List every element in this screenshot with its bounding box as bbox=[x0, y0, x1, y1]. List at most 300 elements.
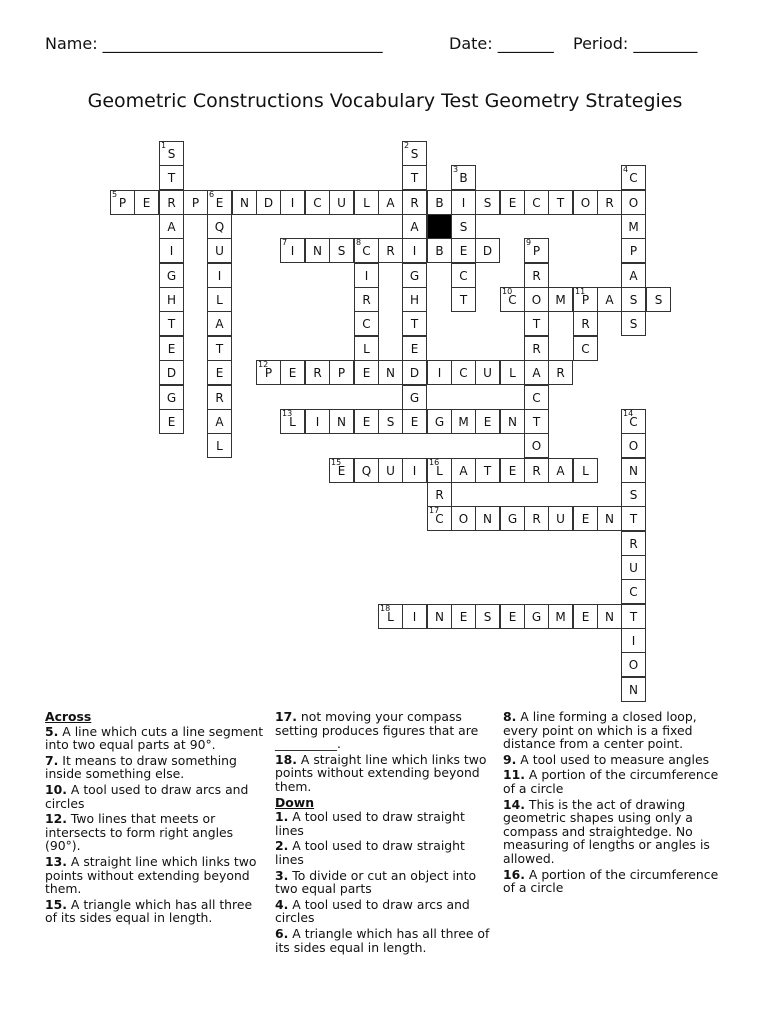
cell-letter: N bbox=[483, 512, 492, 526]
grid-cell[interactable] bbox=[548, 360, 573, 385]
cell-letter: A bbox=[215, 415, 224, 429]
clue-across-5: 5. A line which cuts a line segment into two equal parts at 90°. bbox=[45, 723, 264, 753]
cell-letter: A bbox=[605, 293, 614, 307]
cell-letter: R bbox=[362, 293, 371, 307]
grid-cell[interactable] bbox=[402, 165, 427, 190]
cell-letter: C bbox=[629, 415, 638, 429]
cell-letter: I bbox=[631, 634, 636, 648]
grid-cell[interactable] bbox=[183, 190, 208, 215]
grid-cell[interactable] bbox=[354, 263, 379, 288]
grid-cell[interactable] bbox=[475, 604, 500, 629]
grid-cell[interactable] bbox=[329, 238, 354, 263]
cell-letter: R bbox=[167, 196, 176, 210]
clue-across-15: 15. A triangle which has all three of its sides equal in length. bbox=[45, 896, 253, 926]
cell-number: 10 bbox=[502, 287, 513, 296]
clue-column-2 bbox=[275, 710, 497, 956]
cell-number: 3 bbox=[453, 165, 459, 174]
cell-letter: O bbox=[580, 196, 591, 210]
cell-letter: N bbox=[605, 610, 614, 624]
cell-letter: D bbox=[166, 366, 177, 380]
grid-cell[interactable] bbox=[256, 190, 281, 215]
cell-letter: T bbox=[167, 317, 176, 331]
grid-cell[interactable] bbox=[159, 238, 184, 263]
cell-letter: E bbox=[483, 415, 492, 429]
cell-letter: T bbox=[556, 196, 565, 210]
grid-cell[interactable] bbox=[256, 360, 281, 385]
grid-cell[interactable] bbox=[207, 263, 232, 288]
grid-cell[interactable] bbox=[621, 555, 646, 580]
cell-letter: E bbox=[581, 610, 590, 624]
cell-letter: O bbox=[628, 439, 639, 453]
grid-cell[interactable] bbox=[524, 360, 549, 385]
grid-cell[interactable] bbox=[159, 409, 184, 434]
clue-across-18: 18. A straight line which links two points without extending beyond them. bbox=[275, 751, 487, 794]
cell-letter: N bbox=[313, 244, 322, 258]
grid-cell[interactable] bbox=[500, 190, 525, 215]
grid-cell[interactable] bbox=[524, 433, 549, 458]
grid-cell[interactable] bbox=[329, 190, 354, 215]
cell-letter: N bbox=[508, 415, 517, 429]
cell-number: 8 bbox=[356, 238, 362, 247]
cell-letter: E bbox=[142, 196, 151, 210]
cell-number: 16 bbox=[429, 458, 440, 467]
grid-cell[interactable] bbox=[548, 604, 573, 629]
cell-letter: S bbox=[337, 244, 346, 258]
grid-cell[interactable] bbox=[402, 336, 427, 361]
cell-letter: I bbox=[461, 196, 466, 210]
grid-cell[interactable] bbox=[524, 385, 549, 410]
cell-letter: Q bbox=[214, 220, 225, 234]
grid-cell[interactable] bbox=[475, 190, 500, 215]
grid-cell[interactable] bbox=[354, 360, 379, 385]
clue-across-10: 10. A tool used to draw arcs and circles bbox=[45, 781, 249, 811]
grid-cell[interactable] bbox=[402, 311, 427, 336]
grid-cell[interactable] bbox=[524, 287, 549, 312]
grid-cell[interactable] bbox=[621, 409, 646, 434]
grid-cell[interactable] bbox=[475, 360, 500, 385]
cell-letter: U bbox=[483, 366, 492, 380]
cell-letter: S bbox=[483, 610, 492, 624]
grid-cell[interactable] bbox=[232, 190, 257, 215]
grid-cell[interactable] bbox=[475, 458, 500, 483]
cell-letter: R bbox=[532, 269, 541, 283]
cell-letter: E bbox=[459, 244, 468, 258]
grid-cell[interactable] bbox=[621, 458, 646, 483]
grid-cell[interactable] bbox=[402, 190, 427, 215]
clue-column-1 bbox=[45, 710, 267, 927]
grid-cell[interactable] bbox=[402, 458, 427, 483]
grid-cell[interactable] bbox=[354, 409, 379, 434]
grid-cell[interactable] bbox=[621, 165, 646, 190]
grid-cell[interactable] bbox=[524, 604, 549, 629]
cell-number: 12 bbox=[258, 360, 269, 369]
cell-letter: P bbox=[191, 196, 200, 210]
cell-letter: R bbox=[386, 244, 395, 258]
grid-cell[interactable] bbox=[451, 165, 476, 190]
clue-down-8: 8. A line forming a closed loop, every point on which is a fixed distance from a center point. bbox=[503, 709, 697, 752]
cell-letter: E bbox=[337, 464, 346, 478]
grid-cell[interactable] bbox=[159, 385, 184, 410]
grid-cell[interactable] bbox=[500, 287, 525, 312]
grid-cell[interactable] bbox=[378, 458, 403, 483]
grid-cell[interactable] bbox=[524, 409, 549, 434]
cell-letter: C bbox=[581, 342, 590, 356]
grid-cell[interactable] bbox=[207, 360, 232, 385]
grid-cell[interactable] bbox=[207, 190, 232, 215]
cell-letter: D bbox=[409, 366, 420, 380]
clue-down-16: 16. A portion of the circumference of a circle bbox=[503, 866, 719, 896]
grid-cell[interactable] bbox=[500, 360, 525, 385]
grid-cell[interactable] bbox=[451, 190, 476, 215]
grid-cell[interactable] bbox=[329, 409, 354, 434]
grid-cell[interactable] bbox=[329, 458, 354, 483]
grid-cell[interactable] bbox=[597, 506, 622, 531]
cell-letter: R bbox=[532, 342, 541, 356]
grid-cell[interactable] bbox=[207, 385, 232, 410]
grid-cell[interactable] bbox=[159, 336, 184, 361]
grid-cell[interactable] bbox=[548, 506, 573, 531]
cell-letter: S bbox=[654, 293, 663, 307]
across-heading: Across bbox=[45, 709, 92, 724]
grid-cell[interactable] bbox=[402, 604, 427, 629]
period-field[interactable]: Period: ________ bbox=[573, 34, 698, 53]
cell-letter: C bbox=[459, 269, 468, 283]
grid-cell[interactable] bbox=[573, 311, 598, 336]
grid-cell[interactable] bbox=[159, 311, 184, 336]
cell-letter: E bbox=[215, 366, 224, 380]
grid-cell[interactable] bbox=[207, 336, 232, 361]
cell-letter: M bbox=[555, 610, 566, 624]
cell-letter: T bbox=[532, 317, 541, 331]
grid-cell[interactable] bbox=[621, 311, 646, 336]
grid-cell[interactable] bbox=[524, 458, 549, 483]
grid-cell[interactable] bbox=[427, 409, 452, 434]
clue-down-14: 14. This is the act of drawing geometric shapes using only a compass and straightedge. No measuring of lengths or angles is allowed. bbox=[503, 796, 710, 866]
grid-cell[interactable] bbox=[621, 604, 646, 629]
cell-letter: L bbox=[289, 415, 296, 429]
grid-cell[interactable] bbox=[475, 506, 500, 531]
cell-letter: C bbox=[629, 171, 638, 185]
cell-letter: A bbox=[459, 464, 468, 478]
cell-letter: L bbox=[509, 366, 516, 380]
date-field[interactable]: Date: _______ bbox=[449, 34, 554, 53]
grid-cell[interactable] bbox=[427, 604, 452, 629]
grid-cell[interactable] bbox=[621, 628, 646, 653]
grid-cell[interactable] bbox=[524, 238, 549, 263]
grid-cell[interactable] bbox=[402, 238, 427, 263]
cell-letter: S bbox=[167, 147, 176, 161]
cell-letter: G bbox=[409, 269, 420, 283]
cell-letter: T bbox=[459, 293, 468, 307]
grid-cell[interactable] bbox=[402, 287, 427, 312]
grid-cell[interactable] bbox=[378, 238, 403, 263]
grid-cell[interactable] bbox=[354, 311, 379, 336]
grid-cell[interactable] bbox=[159, 360, 184, 385]
grid-cell[interactable] bbox=[524, 311, 549, 336]
grid-cell[interactable] bbox=[646, 287, 671, 312]
grid-cell[interactable] bbox=[305, 409, 330, 434]
cell-letter: R bbox=[532, 512, 541, 526]
cell-letter: C bbox=[362, 317, 371, 331]
cell-letter: U bbox=[386, 464, 395, 478]
grid-cell[interactable] bbox=[597, 190, 622, 215]
cell-letter: B bbox=[435, 196, 444, 210]
grid-cell[interactable] bbox=[207, 311, 232, 336]
cell-letter: I bbox=[412, 610, 417, 624]
grid-cell[interactable] bbox=[354, 458, 379, 483]
grid-cell[interactable] bbox=[305, 238, 330, 263]
grid-cell[interactable] bbox=[159, 214, 184, 239]
grid-cell[interactable] bbox=[159, 141, 184, 166]
cell-letter: U bbox=[337, 196, 346, 210]
cell-letter: N bbox=[605, 512, 614, 526]
grid-cell[interactable] bbox=[451, 214, 476, 239]
cell-letter: E bbox=[362, 415, 371, 429]
page-title: Geometric Constructions Vocabulary Test Geometry Strategies bbox=[87, 90, 683, 112]
cell-letter: L bbox=[387, 610, 394, 624]
cell-letter: S bbox=[459, 220, 468, 234]
grid-cell[interactable] bbox=[134, 190, 159, 215]
cell-letter: L bbox=[363, 342, 370, 356]
grid-cell[interactable] bbox=[427, 360, 452, 385]
grid-cell[interactable] bbox=[500, 458, 525, 483]
clue-across-13: 13. A straight line which links two points without extending beyond them. bbox=[45, 853, 257, 897]
cell-number: 18 bbox=[380, 604, 391, 613]
grid-cell[interactable] bbox=[621, 238, 646, 263]
grid-cell[interactable] bbox=[621, 433, 646, 458]
cell-letter: E bbox=[508, 610, 517, 624]
cell-letter: E bbox=[410, 342, 419, 356]
cell-letter: E bbox=[167, 415, 176, 429]
grid-cell[interactable] bbox=[451, 506, 476, 531]
grid-cell[interactable] bbox=[548, 190, 573, 215]
grid-cell[interactable] bbox=[207, 409, 232, 434]
cell-letter: T bbox=[629, 610, 638, 624]
cell-letter: C bbox=[629, 585, 638, 599]
cell-letter: C bbox=[435, 512, 444, 526]
grid-cell[interactable] bbox=[110, 190, 135, 215]
cell-letter: H bbox=[409, 293, 420, 307]
cell-letter: P bbox=[532, 244, 541, 258]
grid-cell[interactable] bbox=[451, 287, 476, 312]
cell-letter: R bbox=[629, 537, 638, 551]
cell-letter: O bbox=[531, 293, 542, 307]
grid-cell[interactable] bbox=[548, 458, 573, 483]
grid-cell[interactable] bbox=[159, 263, 184, 288]
grid-cell[interactable] bbox=[378, 409, 403, 434]
cell-letter: S bbox=[629, 317, 638, 331]
cell-letter: E bbox=[215, 196, 224, 210]
grid-cell[interactable] bbox=[621, 579, 646, 604]
grid-cell[interactable] bbox=[451, 409, 476, 434]
grid-cell[interactable] bbox=[451, 360, 476, 385]
grid-cell[interactable] bbox=[451, 263, 476, 288]
cell-letter: I bbox=[412, 464, 417, 478]
grid-cell[interactable] bbox=[573, 336, 598, 361]
grid-cell[interactable] bbox=[524, 263, 549, 288]
cell-letter: N bbox=[386, 366, 395, 380]
grid-cell[interactable] bbox=[378, 360, 403, 385]
grid-cell[interactable] bbox=[402, 385, 427, 410]
cell-letter: I bbox=[437, 366, 442, 380]
cell-letter: I bbox=[290, 244, 295, 258]
grid-cell[interactable] bbox=[475, 238, 500, 263]
cell-letter: A bbox=[410, 220, 419, 234]
grid-cell[interactable] bbox=[280, 360, 305, 385]
grid-cell[interactable] bbox=[621, 214, 646, 239]
grid-cell[interactable] bbox=[280, 409, 305, 434]
cell-letter: S bbox=[410, 147, 419, 161]
cell-letter: N bbox=[629, 683, 638, 697]
cell-letter: S bbox=[386, 415, 395, 429]
grid-cell[interactable] bbox=[451, 458, 476, 483]
grid-cell[interactable] bbox=[207, 238, 232, 263]
grid-cell[interactable] bbox=[597, 604, 622, 629]
cell-letter: E bbox=[508, 196, 517, 210]
cell-letter: U bbox=[629, 561, 638, 575]
cell-letter: T bbox=[167, 171, 176, 185]
grid-cell[interactable] bbox=[378, 190, 403, 215]
cell-letter: L bbox=[582, 464, 589, 478]
grid-cell[interactable] bbox=[573, 458, 598, 483]
cell-letter: G bbox=[507, 512, 518, 526]
cell-letter: I bbox=[217, 269, 222, 283]
name-field[interactable]: Name: ___________________________________ bbox=[45, 34, 383, 53]
grid-cell[interactable] bbox=[621, 677, 646, 702]
grid-cell[interactable] bbox=[475, 409, 500, 434]
grid-cell[interactable] bbox=[354, 287, 379, 312]
cell-letter: R bbox=[581, 317, 590, 331]
grid-cell[interactable] bbox=[524, 506, 549, 531]
cell-letter: U bbox=[215, 244, 224, 258]
grid-cell[interactable] bbox=[402, 263, 427, 288]
grid-cell[interactable] bbox=[427, 238, 452, 263]
cell-number: 6 bbox=[209, 190, 215, 199]
cell-letter: E bbox=[288, 366, 297, 380]
grid-cell[interactable] bbox=[427, 482, 452, 507]
cell-number: 5 bbox=[112, 190, 118, 199]
grid-cell[interactable] bbox=[621, 652, 646, 677]
cell-letter: I bbox=[412, 244, 417, 258]
grid-cell[interactable] bbox=[524, 190, 549, 215]
cell-letter: L bbox=[216, 293, 223, 307]
cell-letter: P bbox=[629, 244, 638, 258]
grid-cell[interactable] bbox=[500, 409, 525, 434]
grid-cell[interactable] bbox=[573, 287, 598, 312]
grid-cell[interactable] bbox=[402, 360, 427, 385]
cell-letter: P bbox=[118, 196, 127, 210]
grid-cell[interactable] bbox=[207, 433, 232, 458]
grid-cell[interactable] bbox=[354, 238, 379, 263]
clue-down-1: 1. A tool used to draw straight lines bbox=[275, 809, 465, 838]
grid-cell[interactable] bbox=[621, 287, 646, 312]
grid-cell[interactable] bbox=[621, 190, 646, 215]
grid-cell[interactable] bbox=[402, 214, 427, 239]
grid-cell[interactable] bbox=[548, 287, 573, 312]
cell-letter: T bbox=[483, 464, 492, 478]
grid-cell[interactable] bbox=[427, 506, 452, 531]
grid-cell[interactable] bbox=[354, 336, 379, 361]
grid-cell[interactable] bbox=[621, 531, 646, 556]
cell-number: 15 bbox=[331, 458, 342, 467]
grid-cell[interactable] bbox=[305, 190, 330, 215]
grid-cell[interactable] bbox=[621, 263, 646, 288]
cell-letter: G bbox=[166, 269, 177, 283]
cell-letter: I bbox=[315, 415, 320, 429]
cell-letter: B bbox=[459, 171, 468, 185]
grid-cell[interactable] bbox=[207, 214, 232, 239]
cell-letter: U bbox=[556, 512, 565, 526]
grid-cell[interactable] bbox=[280, 190, 305, 215]
grid-cell[interactable] bbox=[159, 165, 184, 190]
cell-letter: R bbox=[556, 366, 565, 380]
cell-letter: T bbox=[215, 342, 224, 356]
cell-letter: O bbox=[531, 439, 542, 453]
grid-cell[interactable] bbox=[427, 190, 452, 215]
cell-number: 4 bbox=[623, 165, 629, 174]
cell-letter: R bbox=[532, 464, 541, 478]
cell-number: 11 bbox=[575, 287, 586, 296]
cell-letter: N bbox=[435, 610, 444, 624]
cell-letter: P bbox=[581, 293, 590, 307]
grid-cell[interactable] bbox=[573, 604, 598, 629]
grid-cell[interactable] bbox=[621, 506, 646, 531]
clue-down-3: 3. To divide or cut an object into two equal parts bbox=[275, 867, 477, 897]
grid-cell[interactable] bbox=[329, 360, 354, 385]
cell-letter: G bbox=[166, 391, 177, 405]
cell-letter: E bbox=[581, 512, 590, 526]
cell-letter: S bbox=[483, 196, 492, 210]
cell-letter: G bbox=[434, 415, 445, 429]
grid-cell[interactable] bbox=[159, 190, 184, 215]
grid-cell[interactable] bbox=[573, 506, 598, 531]
clue-across-7: 7. It means to draw something inside something else. bbox=[45, 752, 237, 782]
grid-cell[interactable] bbox=[597, 287, 622, 312]
grid-cell[interactable] bbox=[621, 482, 646, 507]
cell-letter: A bbox=[556, 464, 565, 478]
cell-letter: P bbox=[337, 366, 346, 380]
grid-cell[interactable] bbox=[500, 506, 525, 531]
cell-letter: I bbox=[290, 196, 295, 210]
cell-letter: S bbox=[629, 488, 638, 502]
black-cell bbox=[427, 214, 452, 239]
grid-cell[interactable] bbox=[524, 336, 549, 361]
cell-letter: N bbox=[629, 464, 638, 478]
cell-number: 1 bbox=[161, 141, 167, 150]
cell-letter: A bbox=[215, 317, 224, 331]
grid-cell[interactable] bbox=[354, 190, 379, 215]
grid-cell[interactable] bbox=[305, 360, 330, 385]
grid-cell[interactable] bbox=[500, 604, 525, 629]
grid-cell[interactable] bbox=[207, 287, 232, 312]
grid-cell[interactable] bbox=[159, 287, 184, 312]
grid-cell[interactable] bbox=[402, 409, 427, 434]
grid-cell[interactable] bbox=[451, 604, 476, 629]
cell-letter: L bbox=[436, 464, 443, 478]
grid-cell[interactable] bbox=[280, 238, 305, 263]
grid-cell[interactable] bbox=[427, 458, 452, 483]
cell-letter: E bbox=[362, 366, 371, 380]
clue-across-12: 12. Two lines that meets or intersects to form right angles (90°). bbox=[45, 811, 234, 854]
grid-cell[interactable] bbox=[451, 238, 476, 263]
grid-cell[interactable] bbox=[402, 141, 427, 166]
grid-cell[interactable] bbox=[378, 604, 403, 629]
cell-letter: D bbox=[263, 196, 274, 210]
grid-cell[interactable] bbox=[573, 190, 598, 215]
clue-down-2: 2. A tool used to draw straight lines bbox=[275, 838, 465, 867]
cell-letter: R bbox=[410, 196, 419, 210]
cell-letter: C bbox=[508, 293, 517, 307]
